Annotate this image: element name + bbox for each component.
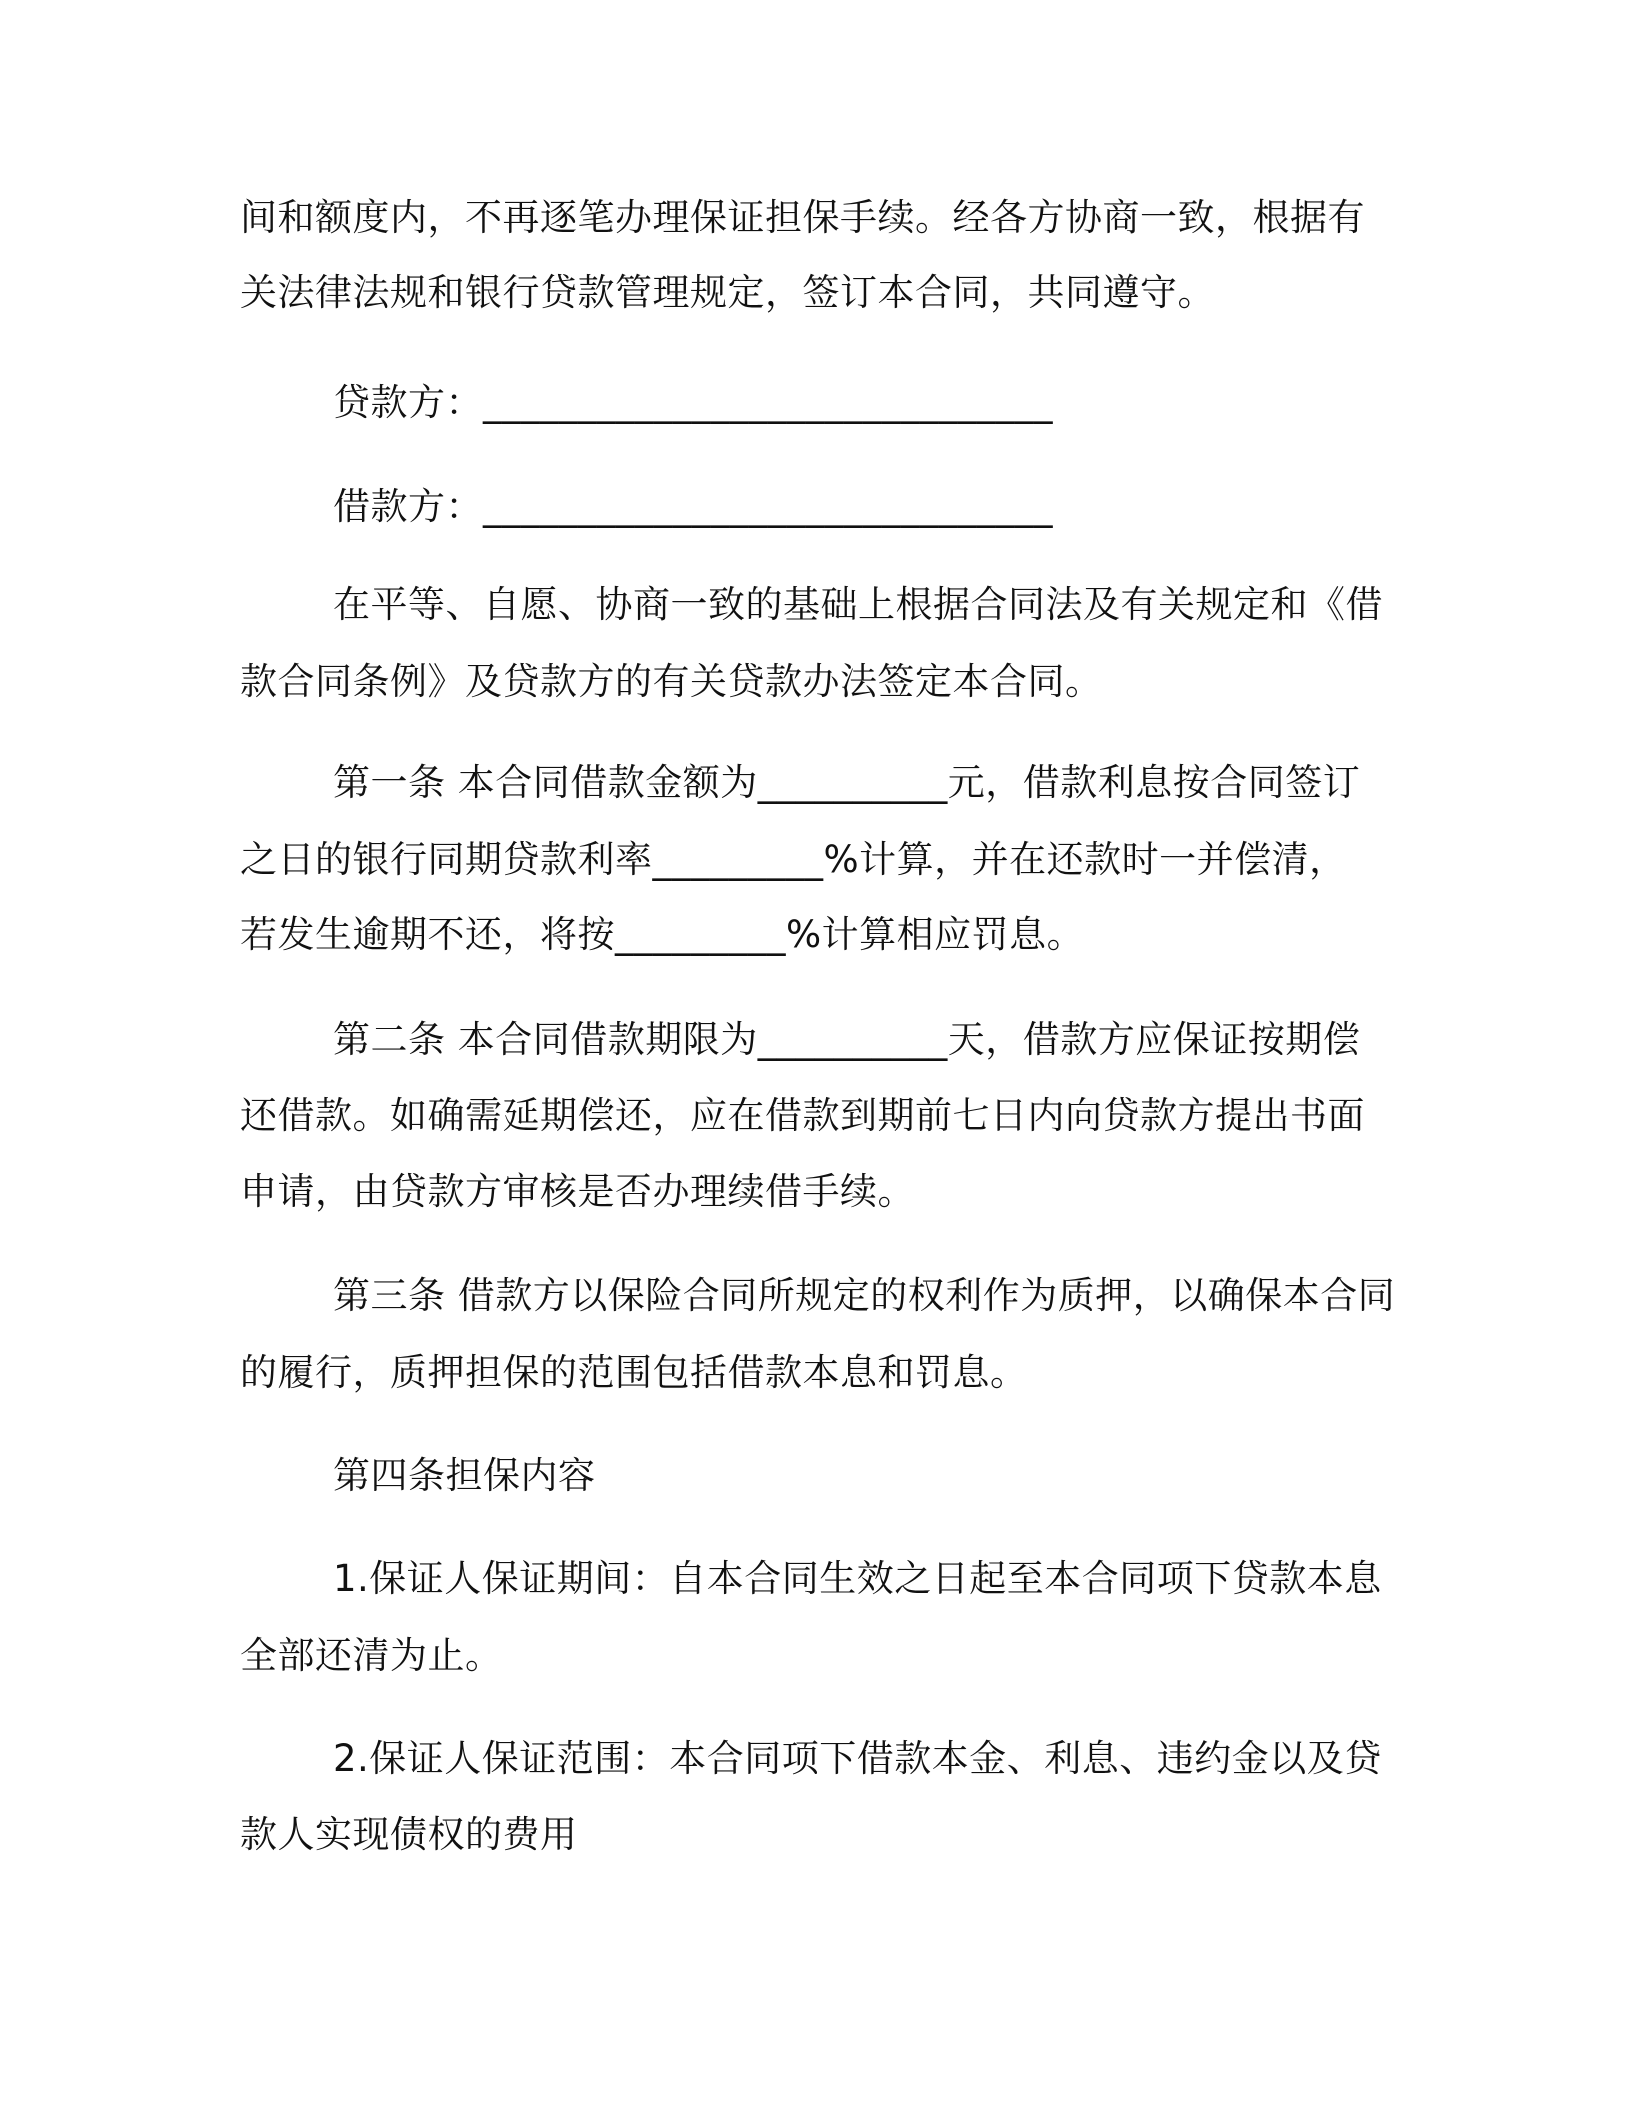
preamble-line-1: 在平等、自愿、协商一致的基础上根据合同法及有关规定和《借 xyxy=(333,583,1383,626)
guarantee-period-line-2: 全部还清为止。 xyxy=(240,1634,503,1677)
borrower-field: 借款方：______________________________ xyxy=(333,485,1053,528)
paragraph-intro-line-2: 关法律法规和银行贷款管理规定，签订本合同，共同遵守。 xyxy=(240,271,1215,314)
guarantee-period-line-1: 1.保证人保证期间：自本合同生效之日起至本合同项下贷款本息 xyxy=(333,1557,1382,1600)
lender-field: 贷款方：______________________________ xyxy=(333,381,1053,424)
article-1-line-3: 若发生逾期不还，将按_________%计算相应罚息。 xyxy=(240,913,1085,956)
article-1-line-2: 之日的银行同期贷款利率_________%计算，并在还款时一并偿清， xyxy=(240,838,1347,881)
guarantee-scope-line-1: 2.保证人保证范围：本合同项下借款本金、利息、违约金以及贷 xyxy=(333,1737,1382,1780)
article-2-line-3: 申请，由贷款方审核是否办理续借手续。 xyxy=(240,1170,915,1213)
article-3-line-2: 的履行，质押担保的范围包括借款本息和罚息。 xyxy=(240,1351,1028,1394)
paragraph-intro-line-1: 间和额度内，不再逐笔办理保证担保手续。经各方协商一致，根据有 xyxy=(240,196,1365,239)
article-2-line-1: 第二条 本合同借款期限为__________天，借款方应保证按期偿 xyxy=(333,1018,1361,1061)
article-1-line-1: 第一条 本合同借款金额为__________元，借款利息按合同签订 xyxy=(333,761,1361,804)
article-4-heading: 第四条担保内容 xyxy=(333,1454,596,1497)
article-3-line-1: 第三条 借款方以保险合同所规定的权利作为质押，以确保本合同 xyxy=(333,1274,1396,1317)
preamble-line-2: 款合同条例》及贷款方的有关贷款办法签定本合同。 xyxy=(240,660,1103,703)
article-2-line-2: 还借款。如确需延期偿还，应在借款到期前七日内向贷款方提出书面 xyxy=(240,1094,1365,1137)
guarantee-scope-line-2: 款人实现债权的费用 xyxy=(240,1813,578,1856)
